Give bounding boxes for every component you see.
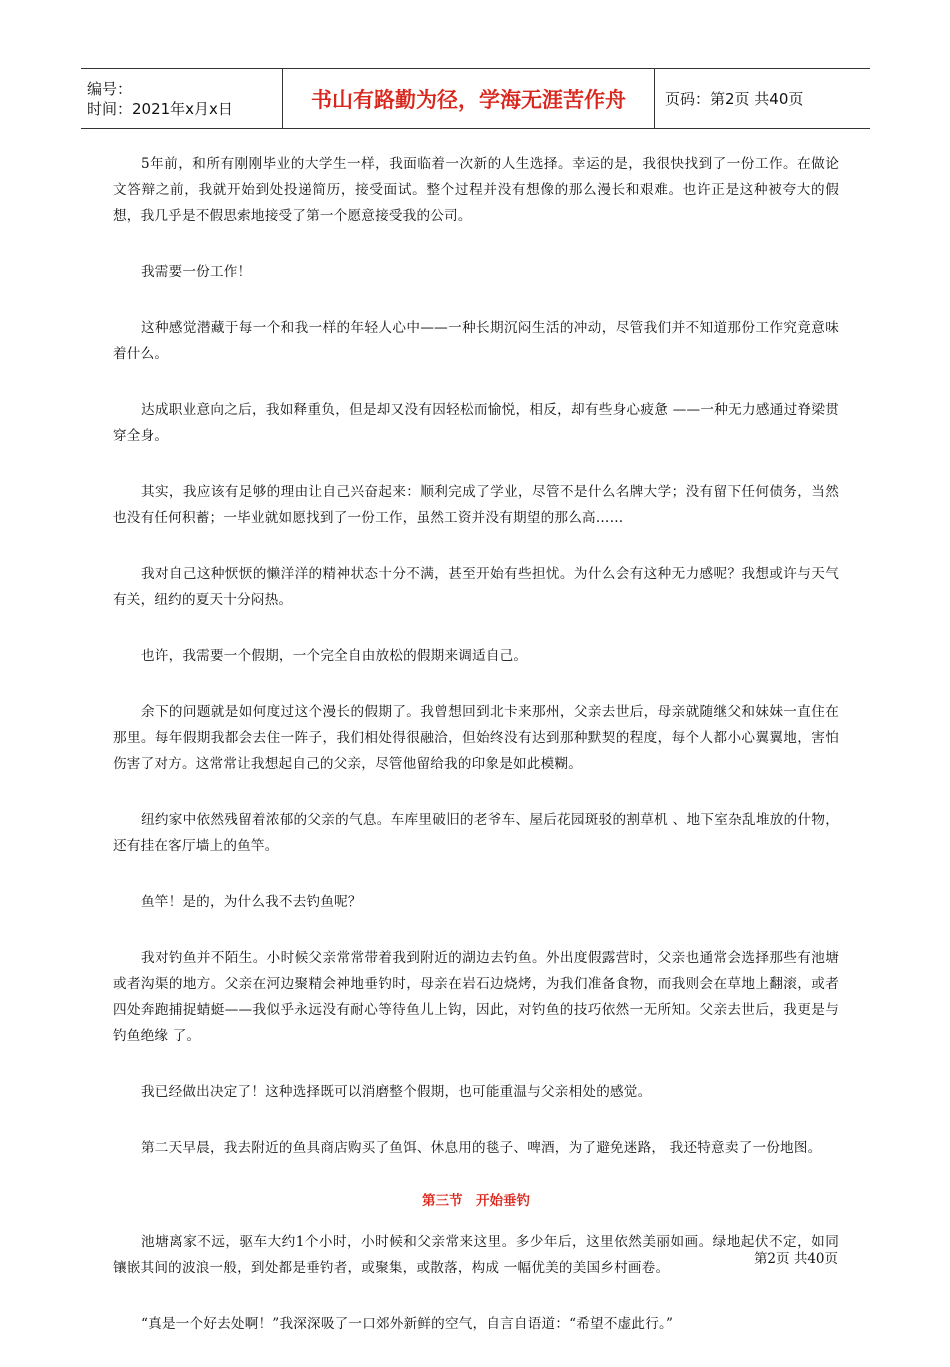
document-body: [113, 151, 839, 1367]
paragraph: 第二天早晨，我去附近的鱼具商店购买了鱼饵、休息用的毯子、啤酒，为了避免迷路， 我还特意卖了一份地图。: [141, 1140, 822, 1156]
paragraph: 这种感觉潜藏于每一个和我一样的年轻人心中——一种长期沉闷生活的冲动，尽管我们并不知道那份工作究竟意味着什么。: [113, 320, 839, 362]
document-number-label: 编号：: [87, 79, 133, 98]
paragraph: 我对钓鱼并不陌生。小时候父亲常常带着我到附近的湖边去钓鱼。外出度假露营时，父亲也通常会选择那些有池塘或者沟渠的地方。父亲在河边聚精会神地垂钓时，母亲在岩石边烧烤，为我们准备食物，而我则会在草地上翻滚，或者四处奔跑捕捉蜻蜓——我似乎永远没有耐心等待鱼儿上钩，因此，对钓鱼的技巧依然一无所知。父亲去世后，我更是与钓鱼绝缘 了。: [113, 950, 839, 1044]
page-footer: 第2页 共40页: [753, 1251, 838, 1267]
paragraph: 达成职业意向之后，我如释重负，但是却又没有因轻松而愉悦，相反，却有些身心疲惫 ——一种无力感通过脊梁贯穿全身。: [113, 402, 839, 444]
header-page-info: 页码：第2页 共40页: [665, 90, 804, 108]
page-header: [81, 68, 870, 129]
paragraph: 余下的问题就是如何度过这个漫长的假期了。我曾想回到北卡来那州，父亲去世后，母亲就随继父和妹妹一直住在那里。每年假期我都会去住一阵子，我们相处得很融洽，但始终没有达到那种默契的程度，每个人都小心翼翼地，害怕伤害了对方。这常常让我想起自己的父亲，尽管他留给我的印象是如此模糊。: [113, 704, 839, 772]
section-title: 第三节 开始垂钓: [422, 1193, 530, 1209]
paragraph: 纽约家中依然残留着浓郁的父亲的气息。车库里破旧的老爷车、屋后花园斑驳的割草机 、地下室杂乱堆放的什物，还有挂在客厅墙上的鱼竿。: [113, 812, 839, 854]
paragraph: “真是一个好去处啊！”我深深吸了一口郊外新鲜的空气，自言自语道：“希望不虚此行。”: [141, 1316, 674, 1332]
paragraph: 我需要一份工作！: [141, 264, 252, 280]
paragraph: 也许，我需要一个假期，一个完全自由放松的假期来调适自己。: [141, 648, 528, 664]
header-motto: 书山有路勤为径，学海无涯苦作舟: [282, 69, 655, 128]
document-date: 时间：2021年x月x日: [87, 99, 233, 118]
paragraph: 其实，我应该有足够的理由让自己兴奋起来：顺利完成了学业，尽管不是什么名牌大学；没有留下任何债务，当然也没有任何积蓄；一毕业就如愿找到了一份工作，虽然工资并没有期望的那么高……: [113, 484, 839, 526]
paragraph: 池塘离家不远，驱车大约1个小时，小时候和父亲常来这里。多少年后，这里依然美丽如画。绿地起伏不定，如同镶嵌其间的波浪一般，到处都是垂钓者，或聚集，或散落，构成 一幅优美的美国乡村画卷。: [113, 1234, 839, 1276]
paragraph: 我已经做出决定了！这种选择既可以消磨整个假期，也可能重温与父亲相处的感觉。: [141, 1084, 652, 1100]
header-meta: [81, 69, 282, 128]
paragraph: 5年前，和所有刚刚毕业的大学生一样，我面临着一次新的人生选择。幸运的是，我很快找到了一份工作。在做论文答辩之前，我就开始到处投递简历，接受面试。整个过程并没有想像的那么漫长和艰难。也许正是这种被夸大的假想，我几乎是不假思索地接受了第一个愿意接受我的公司。: [113, 156, 839, 224]
paragraph: 鱼竿！是的，为什么我不去钓鱼呢？: [141, 894, 362, 910]
paragraph: 我对自己这种恹恹的懒洋洋的精神状态十分不满，甚至开始有些担忧。为什么会有这种无力感呢？我想或许与天气有关，纽约的夏天十分闷热。: [113, 566, 839, 608]
